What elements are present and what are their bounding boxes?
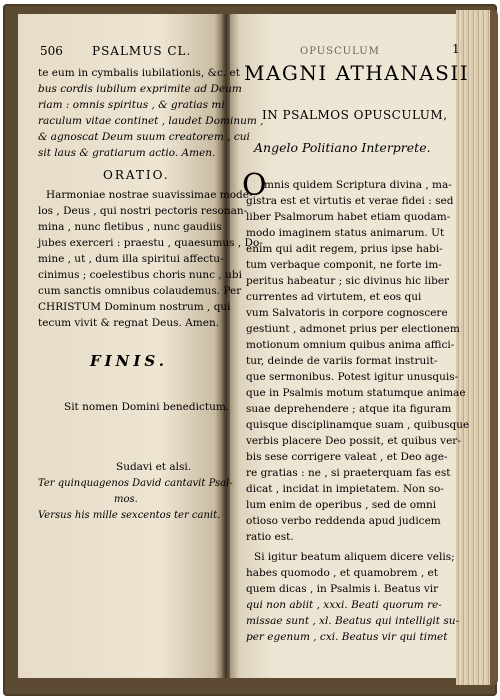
right-text-line: per egenum , cxi. Beatus vir qui timet [246,631,448,643]
right-text-line: tum verbaque componit, ne forte im- [246,259,442,271]
right-text-line: quisque disciplinamque suam , quibusque [246,419,470,431]
page-edges [456,10,496,685]
left-bottom-line: Ter quinquagenos David cantavit Psal- [38,478,233,489]
left-text-line: sit laus & gratiarum actio. Amen. [38,147,216,159]
left-bottom-line: Versus his mille sexcentos ter canit. [38,510,221,521]
right-text-line: dicat , incidat in impietatem. Non so- [246,483,444,495]
left-text-line: cum sanctis omnibus colaudemus. Per [38,285,242,297]
left-page-number: 506 [40,44,63,58]
left-text-line: & agnoscat Deum suum creatorem , cui [38,131,250,143]
left-bottom-line: mos. [114,494,138,505]
right-text-line: Si igitur beatum aliquem dicere velis; [254,551,455,563]
right-text-line: que sermonibus. Potest igitur unusquis- [246,371,459,383]
sudavi-line: Sudavi et alsi. [116,461,192,473]
right-text-line: missae sunt , xl. Beatus qui intelligit su- [246,615,460,627]
left-text-line: mine , ut , dum illa spiritui affectu- [38,253,224,265]
oratio-heading: ORATIO. [103,168,170,182]
right-text-line: otioso verbo reddenda apud judicem [246,515,441,527]
right-text-line: liber Psalmorum habet etiam quodam- [246,211,451,223]
right-text-line: quem dicas , in Psalmis i. Beatus vir [246,583,439,595]
right-text-line: modo imaginem status animarum. Ut [246,227,445,239]
right-text-line: vum Salvatoris in corpore cognoscere [246,307,448,319]
left-text-line: CHRISTUM Dominum nostrum , qui [38,301,231,313]
drop-cap: O [242,168,267,203]
book-title: MAGNI ATHANASII [244,61,470,85]
left-text-line: tecum vivit & regnat Deus. Amen. [38,317,220,329]
right-text-line: bis sese corrigere valeat , et Deo age- [246,451,448,463]
left-text-line: te eum in cymbalis iubilationis, &c. et [38,67,240,79]
right-text-line: qui non abiit , xxxi. Beati quorum re- [246,599,442,611]
left-text-line: riam : omnis spiritus , & gratias mi [38,99,225,111]
right-text-line: currentes ad virtutem, et eos qui [246,291,422,303]
right-text-line: tur, deinde de variis format instruit- [246,355,438,367]
left-running-head: PSALMUS CL. [92,44,192,58]
right-text-line: gestiunt , admonet prius per electionem [246,323,460,335]
right-text-line: verbis placere Deo possit, et quibus ver- [246,435,461,447]
right-text-line: lum enim de operibus , sed de omni [246,499,437,511]
sit-nomen-line: Sit nomen Domini benedictum. [64,401,230,413]
left-text-line: raculum vitae continet , laudet Dominum , [38,115,264,127]
left-text-line: cinimus ; coelestibus choris nunc , ubi [38,269,242,281]
right-text-line: re gratias : ne , si praeterquam fas est [246,467,451,479]
left-text-line: Harmoniae nostrae suavissimae mode- [46,189,253,201]
right-page-number: 1 [452,42,460,56]
finis-heading: FINIS. [90,352,168,370]
left-text-line: jubes exerceri : praestu , quaesumus , Do- [38,237,263,249]
left-text-line: mina , nunc fletibus , nunc gaudiis [38,221,222,233]
right-text-line: gistra est et virtutis et verae fidei : sed [246,195,454,207]
left-text-line: los , Deus , qui nostri pectoris resonan- [38,205,248,217]
right-text-line: motionum omnium quibus anima affici- [246,339,455,351]
right-text-line: que in Psalmis motum statumque animae [246,387,466,399]
right-text-line: mnis quidem Scriptura divina , ma- [264,179,452,191]
right-text-line: habes quomodo , et quamobrem , et [246,567,438,579]
right-text-line: enim qui adit regem, prius ipse habi- [246,243,443,255]
right-text-line: suae deprehendere ; atque ita figuram [246,403,452,415]
translator-line: Angelo Politiano Interprete. [254,140,431,155]
left-text-line: bus cordis iubilum exprimite ad Deum [38,83,242,95]
book-subtitle: IN PSALMOS OPUSCULUM, [262,108,448,122]
right-running-head: OPUSCULUM [300,46,380,57]
right-text-line: peritus habeatur ; sic divinus hic liber [246,275,450,287]
right-text-line: ratio est. [246,531,294,543]
